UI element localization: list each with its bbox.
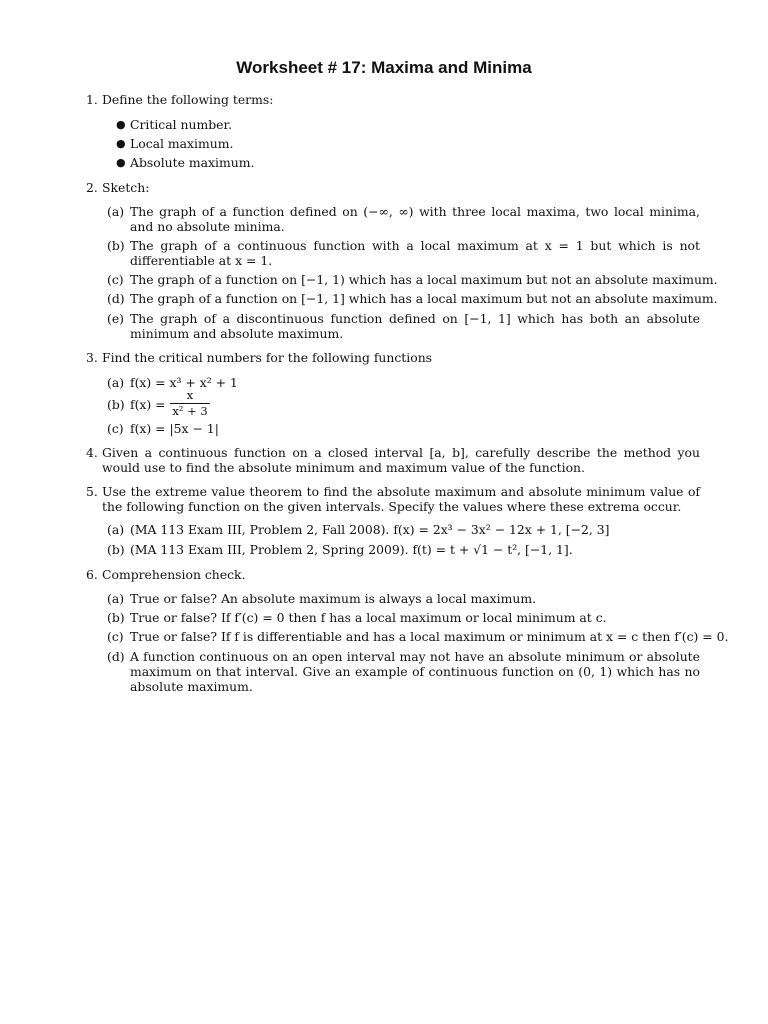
- q6-item-label: (b): [107, 610, 125, 625]
- q2-text: Sketch:: [102, 180, 150, 195]
- q6-item-text: True or false? If f′(c) = 0 then f has a local maximum or local minimum at c.: [130, 610, 607, 625]
- fraction-numerator: x: [186, 388, 194, 402]
- q6-number: 6.: [86, 567, 98, 582]
- bullet-icon: ●: [116, 118, 126, 131]
- q3-item-prefix: f(x) =: [130, 397, 166, 412]
- q4-text: Given a continuous function on a closed interval [a, b], carefully describe the method you would use to find the absolute minimum and maximum value of the function.: [102, 445, 700, 475]
- q2-item-label: (a): [107, 204, 125, 219]
- q3-item-label: (a): [107, 375, 125, 390]
- q2-item-text: The graph of a continuous function with a local maximum at x = 1 but which is not differentiable at x = 1.: [130, 238, 700, 268]
- q4-number: 4.: [86, 445, 98, 460]
- q6-item-text: True or false? If f is differentiable and has a local maximum or minimum at x = c then f′(c) = 0.: [130, 629, 729, 644]
- q6-item-text: A function continuous on an open interval may not have an absolute minimum or absolute maximum on that interval. Give an example of continuous function on (0, 1) which has no absolute maximum.: [130, 649, 700, 694]
- q5-item-text: (MA 113 Exam III, Problem 2, Fall 2008). f(x) = 2x³ − 3x² − 12x + 1, [−2, 3]: [130, 522, 610, 537]
- q2-item-text: The graph of a function on [−1, 1] which has a local maximum but not an absolute maximum.: [130, 291, 718, 306]
- q6-item-text: True or false? An absolute maximum is always a local maximum.: [130, 591, 537, 606]
- q2-item-text: The graph of a function on [−1, 1) which has a local maximum but not an absolute maximum.: [130, 272, 718, 287]
- q5-number: 5.: [86, 484, 98, 499]
- q2-item-label: (d): [107, 291, 125, 306]
- q3-item-text: f(x) = x³ + x² + 1: [130, 375, 238, 390]
- q1-item: Critical number.: [130, 117, 233, 132]
- q1-item: Local maximum.: [130, 136, 234, 151]
- q2-item-text: The graph of a function defined on (−∞, ∞) with three local maxima, two local minima, and no absolute minima.: [130, 204, 700, 234]
- q6-item-label: (c): [107, 629, 124, 644]
- q2-item-label: (c): [107, 272, 124, 287]
- q2-item-text: The graph of a discontinuous function defined on [−1, 1] which has both an absolute minimum and absolute maximum.: [130, 311, 700, 341]
- q1-number: 1.: [86, 92, 98, 107]
- q5-text: Use the extreme value theorem to find the absolute maximum and absolute minimum value of the following function on the given intervals. Specify the values where these extrema occur.: [102, 484, 700, 514]
- q2-number: 2.: [86, 180, 98, 195]
- fraction-denominator: x² + 3: [172, 404, 208, 418]
- q3-item-text: f(x) = |5x − 1|: [130, 421, 219, 436]
- q3-number: 3.: [86, 350, 98, 365]
- q5-item-label: (b): [107, 542, 125, 557]
- q6-item-label: (d): [107, 649, 125, 664]
- q1-item: Absolute maximum.: [130, 155, 255, 170]
- q5-item-text: (MA 113 Exam III, Problem 2, Spring 2009). f(t) = t + √1 − t², [−1, 1].: [130, 542, 573, 557]
- q1-text: Define the following terms:: [102, 92, 274, 107]
- q2-item-label: (b): [107, 238, 125, 253]
- q5-item-label: (a): [107, 522, 125, 537]
- q2-item-label: (e): [107, 311, 125, 326]
- page-title: Worksheet # 17: Maxima and Minima: [236, 58, 532, 77]
- q6-item-label: (a): [107, 591, 125, 606]
- bullet-icon: ●: [116, 137, 126, 150]
- q3-text: Find the critical numbers for the following functions: [102, 350, 433, 365]
- q3-item-label: (b): [107, 397, 125, 412]
- bullet-icon: ●: [116, 156, 126, 169]
- q6-text: Comprehension check.: [102, 567, 246, 582]
- q3-item-label: (c): [107, 421, 124, 436]
